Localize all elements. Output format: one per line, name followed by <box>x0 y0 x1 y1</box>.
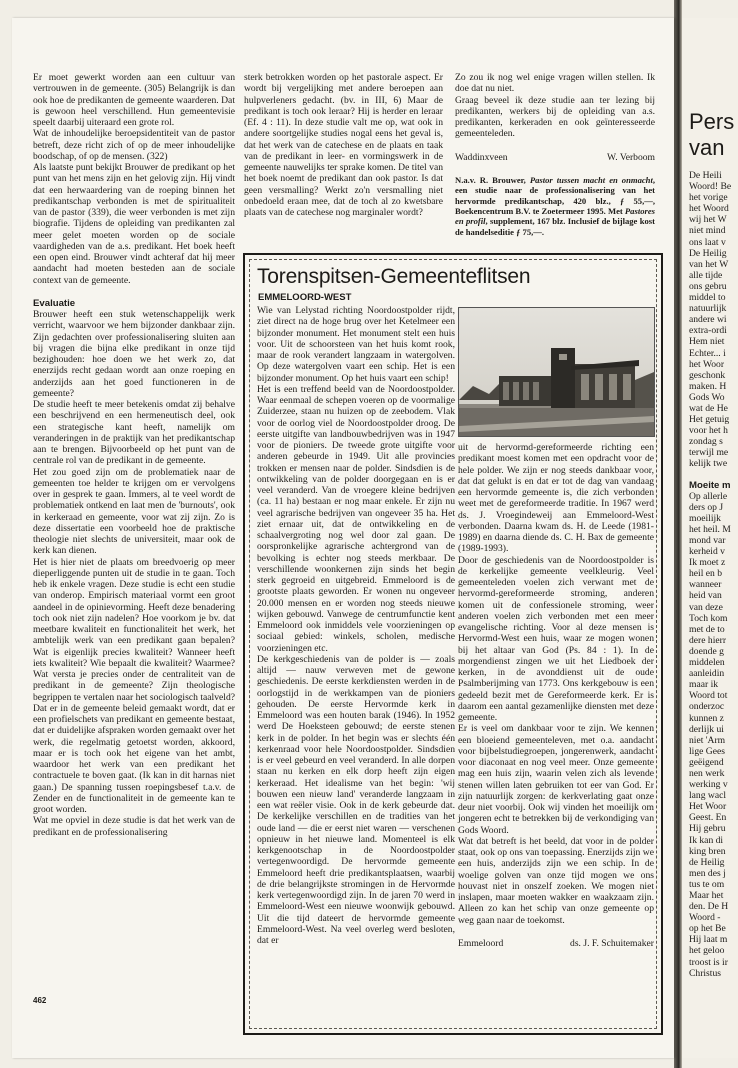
adjacent-page-line: men des j <box>689 867 726 879</box>
adjacent-page-line: Woord - <box>689 912 721 924</box>
adjacent-page-line: Hem niet <box>689 336 725 348</box>
adjacent-page-line: op het Be <box>689 923 726 935</box>
adjacent-page-line: het vorige <box>689 192 728 204</box>
credit-supplement-title: Pastores en profil <box>455 205 655 227</box>
adjacent-page-line: Ik moet z <box>689 557 726 569</box>
adjacent-page-line: nen werk <box>689 767 725 779</box>
paragraph: uit de hervormd-gereformeerde richting een predikant moest komen met een opdracht voor de hele polder. We zijn er nog steeds dankbaar voor, dat dat gelukt is en dat er tot de dag van vandaag een hervormde gemeente is, die zich verbonden weet met de gereformeerde traditie. In 1967 werd ds. J. Vroegindeweij aan Emmeloord-West verbonden. Daarna kwam ds. H. de Leede (1981-1989) en daarna diende ds. C. H. Bax de gemeente (1989-1993). <box>458 442 654 555</box>
paragraph: De studie heeft te meer betekenis omdat zij behalve een beschrijvend en een hermeneutisch deel, ook een strategische kant heeft, namelijk om veranderingen in de praktijk van het predikantschap aan te brengen. Bijvoorbeeld op het punt van de centrale rol van de predikant in de gemeente. <box>33 399 235 467</box>
adjacent-page-line: moeilijk <box>689 512 721 524</box>
adjacent-page-line: Ik kan di <box>689 834 724 846</box>
adjacent-page-line: Gods Wo <box>689 391 725 403</box>
adjacent-page-line: Echter... i <box>689 347 726 359</box>
paragraph: Het zou goed zijn om de problematiek naar de gemeenten toe helder te krijgen om er vervolgens over in gesprek te gaan. Immers, al te veel wordt de problematiek ontkend en laat men de 'burnouts', ook in kerkeraad en gemeente, voor wat zij zijn. Zo is deze dissertatie een voorbeeld hoe de praktische theologie niet slechts de universiteit, maar ook de kerk kan dienen. <box>33 466 235 557</box>
adjacent-page-line: onderzoc <box>689 701 725 713</box>
credit-lead: N.a.v. R. Brouwer, <box>455 174 530 185</box>
adjacent-page-line: lang wacl <box>689 790 727 802</box>
adjacent-page-line: kelijk twe <box>689 458 728 470</box>
adjacent-page-line: doende g <box>689 645 724 657</box>
section-heading-evaluatie: Evaluatie <box>33 297 76 309</box>
adjacent-page-line: Woord! Be <box>689 181 732 193</box>
signature-place: Emmeloord <box>458 937 504 949</box>
paragraph: Brouwer heeft een stuk wetenschappelijk werk verricht, waarvoor we hem bijzonder dankbaar zijn. Zijn gedachten over professionalisering sluiten aan bij vragen die bijna elke predikant in onze tijd bezighouden: hoe doen we het werk zo, dat enerzijds recht gedaan wordt aan onze roeping en anderzijds aan het goed functioneren in de gemeente? <box>33 309 235 399</box>
adjacent-page-line: terwijl me <box>689 447 729 459</box>
article-column-2 <box>244 72 443 218</box>
adjacent-page-line: geëigend <box>689 756 724 768</box>
adjacent-page-line: Woord tot <box>689 690 728 702</box>
signature-place: Waddinxveen <box>455 151 508 163</box>
adjacent-page-line: Hij gebru <box>689 823 726 835</box>
paragraph: sterk betrokken worden op het pastorale aspect. Er wordt bij vergelijking met andere beroepen aan hulpverleners gedacht. (bv. in III, 6) Maar de predikant is toch ook leraar? Hij is herder en leraar (Ef. 4 : 11). In deze studie valt me op, wat ook in andere soortgelijke studies nogal eens het geval is, dat het werk van de catechese en de plaats en taak van de predikant in leer- en vormingswerk in de gemeente nauwelijks ter sprake komen. De titel van het boek noemt de predikant dan ook pastor. Is dat geen versmalling? Werkt zo'n versmalling niet onbedoeld eraan mee, dat de toch al zo kwetsbare plaats van de catechese nog marginaler wordt? <box>244 72 443 218</box>
adjacent-page-line: Christus <box>689 967 721 979</box>
article-column-3 <box>455 72 655 237</box>
adjacent-page-line: de Heilig <box>689 856 725 868</box>
adjacent-page-line: ders op J <box>689 501 724 513</box>
adjacent-page-line: Geest. En <box>689 812 727 824</box>
adjacent-page-line: het heil. M <box>689 523 731 535</box>
adjacent-page-line: andere wi <box>689 314 727 326</box>
credit-details: , een studie naar de professionalisering van het hervormde predikantschap, 420 blz., ƒ 55,—, Boekencentrum B.V. te Zoetermeer 1995. Met <box>455 174 655 216</box>
paragraph: Het is een treffend beeld van de Noordoostpolder. Waar eenmaal de schepen voeren op de voormalige Zuiderzee, staan nu huizen op de zeebodem. Vlak voor de oorlog viel de Noordoostpolder droog. De eerste uitgifte van landbouwbedrijven was in 1947 voor de pioniers. De tweede grote uitgifte voor anderen gebeurde in 1949. Uit alle provincies trokken er mensen naar de polder. Sindsdien is de ontwikkeling van de polder doorgegaan en is er veel veranderd. Van de vroegere kleine bedrijven (ca. 11 ha) bestaan er nog maar enkele. Er zijn nu veel agrarische bedrijven van ongeveer 35 ha. Het ziet ernaar uit, dat de ontwikkeling en de schaalvergroting nog wel door zal gaan. De oorspronkelijke agrarische achtergrond van de bevolking is echter nog steeds merkbaar. De verschillende woonkernen zijn sinds het begin sterk gegroeid en uitgebreid. Emmeloord is de grootste plaats geworden. Er wonen nu ongeveer 20.000 mensen en er worden nog steeds nieuwe wijken gebouwd. Vanwege de centrumfunctie kent Emmeloord ook inmiddels vele voorzieningen op sociaal gebied: winkels, scholen, medische voorzieningen etc. <box>257 383 455 654</box>
paragraph: De kerkgeschiedenis van de polder is — zoals altijd — nauw verweven met de gewone geschiedenis. De eerste kerkdiensten werden in de oorlogstijd in de werkkampen van de pioniers gehouden. De eerste Hervormde kerk in Emmeloord was een houten barak (1946). In 1952 werd De Hoeksteen gebouwd; de eerste stenen kerk in de polder. In het begin was er slechts één kerkenraad voor hele Noordoostpolder. Sindsdien is er veel gebeurd en veel veranderd. In alle dorpen staan nu kerken en elk dorp heeft zijn eigen kerkeraad. Het idealisme van het begin: 'wij bouwen een nieuw land' veranderde langzaam in een wat reëler visie. Ook in de kerk gebeurde dat. De kerkelijke verschillen en de tradities van het oude land — die er eerst niet waren — verschenen opnieuw in het nieuwe land. Momenteel is elk kerkgenootschap in de Noordoostpolder vertegenwoordigd. De hervormde gemeente Emmeloord heeft drie predikantsplaatsen, waarbij de drie belangrijkste stromingen in de Hervormde kerk vertegenwoordigd zijn. In de jaren 70 werd in Emmeloord-West een nieuwe woonwijk gebouwd. Uit die tijd dateert de hervormde gemeente Emmeloord-West. Na veel overleg werd besloten, dat er <box>257 653 455 946</box>
adjacent-page-line: ons laat v <box>689 236 726 248</box>
paragraph: Wat dat betreft is het beeld, dat voor in de polder staat, ook op ons van toepassing. Enerzijds zijn we een huis, anderzijds zijn we een schip. In de woelige golven van onze tijd mogen we ons houvast niet in onszelf zoeken. We mogen niet inslapen, maar moeten wakker en waakzaam zijn. Alleen zo kan het schip van onze gemeente op weg gaan naar de toekomst. <box>458 835 654 926</box>
adjacent-page-line: den. De H <box>689 901 729 913</box>
adjacent-page-title-1: Pers <box>689 109 735 134</box>
adjacent-page-line: met de to <box>689 623 725 635</box>
article-signature <box>455 152 655 163</box>
adjacent-page-line: niet mind <box>689 225 726 237</box>
adjacent-page-line: kerheid v <box>689 546 725 558</box>
adjacent-page-line: van het W <box>689 258 729 270</box>
paragraph: Wie van Lelystad richting Noordoostpolder rijdt, ziet direct na de hoge brug over het Ketelmeer een bijzonder monument. Het monument stelt een huis voor. Uit de schoorsteen van het huis komt rook, maar de rook verandert langzaam in watergolven. Op deze watergolven vaart een schip. Het is een bijzonder monument. Op het huis vaart een schip! <box>257 305 455 384</box>
adjacent-page-line: extra-ordi <box>689 325 727 337</box>
adjacent-page-line: De Heili <box>689 170 722 181</box>
signature-author: W. Verboom <box>607 151 655 163</box>
adjacent-page-line: het Woor <box>689 358 725 370</box>
adjacent-page-text <box>689 170 738 979</box>
adjacent-page-line: king bren <box>689 845 726 857</box>
adjacent-page-line: middelen <box>689 657 725 669</box>
page-gutter <box>674 0 682 1068</box>
paragraph: Als laatste punt bekijkt Brouwer de predikant op het punt van het mens zijn en het gelovig zijn. Hij vindt dat een herwaardering van de roeping binnen het predikantschap verbonden is met de spiritualiteit van de pastor (339), die weer verbonden is met zijn biografie. Tijdens de opleiding van predikanten zal meer gelet moeten worden op de sociale vaardigheden van de a.s. predikant. Het boek heeft een open eind. Brouwer vindt achteraf dat hij meer aandacht had moeten besteden aan de sociale context van de gemeente. <box>33 162 235 286</box>
book-credit <box>455 175 655 237</box>
adjacent-page-line: Hij laat m <box>689 934 728 946</box>
adjacent-page-line: wanneer <box>689 579 722 591</box>
adjacent-page-title-2: van <box>689 135 725 160</box>
adjacent-page <box>682 18 738 1058</box>
adjacent-page-line: kunnen z <box>689 712 724 724</box>
adjacent-page-line: ons gebru <box>689 280 727 292</box>
adjacent-page-line: het Woord <box>689 203 729 215</box>
adjacent-page-line: lige Gees <box>689 745 725 757</box>
adjacent-page-line: mond var <box>689 535 726 546</box>
box-signature <box>458 938 654 949</box>
adjacent-page-line: Maar het <box>689 890 724 901</box>
adjacent-page-line: geschonk <box>689 369 726 381</box>
adjacent-page-line: heil en b <box>689 568 723 580</box>
adjacent-page-line: tus te om <box>689 878 725 890</box>
adjacent-page-line: maken. H <box>689 380 727 392</box>
paragraph: Er is veel om dankbaar voor te zijn. We kennen een bloeiend gemeenteleven, met o.a. aandacht voor bijbelstudiegroepen, jongerenwerk, aandacht voor diaconaat en nog veel meer. Onze gemeente mag een huis zijn, waarin velen zich als levende stenen willen laten gebruiken tot eer van God. Er zijn natuurlijk zorgen: de kerkverlating gaat onze deur niet voorbij. Ook wij vinden het moeilijk om jongeren echt te betrekken bij de verkondiging van Gods Woord. <box>458 723 654 836</box>
paragraph: Graag beveel ik deze studie aan ter lezing bij predikanten, werkers bij de opleiding van a.s. predikanten, kerkeraden en ook geïnteresseerde gemeenteleden. <box>455 94 655 140</box>
box-column-1 <box>257 305 455 946</box>
adjacent-page-line: werking v <box>689 779 728 791</box>
adjacent-page-line: Het Woor <box>689 801 727 813</box>
church-building-image <box>459 308 654 436</box>
adjacent-page-line: Toch kom <box>689 612 728 624</box>
adjacent-page-line: het geloo <box>689 945 725 957</box>
adjacent-page-line: De Heilig <box>689 247 727 259</box>
adjacent-page-line: dere hierr <box>689 634 727 646</box>
adjacent-page-line: voor het h <box>689 425 728 437</box>
box-column-2 <box>458 442 654 949</box>
adjacent-page-line: maar ik <box>689 679 719 691</box>
adjacent-page-line: niet 'Arm <box>689 734 726 746</box>
adjacent-page-line: aanleidin <box>689 668 725 680</box>
paragraph: Zo zou ik nog wel enige vragen willen stellen. Ik doe dat nu niet. <box>455 72 655 95</box>
adjacent-page-line: natuurlijk <box>689 303 727 315</box>
church-photo <box>458 307 655 437</box>
adjacent-page-line: middel to <box>689 292 726 304</box>
adjacent-page-line: Op allerle <box>689 490 728 502</box>
adjacent-page-line: heid van <box>689 590 722 602</box>
adjacent-page-line: derlijk ui <box>689 723 724 735</box>
paragraph: Wat de inhoudelijke beroepsidentiteit van de pastor betreft, deze richt zich of op de meer inhoudelijke boodschap, of op de mensen. (322) <box>33 128 235 162</box>
paragraph: Door de geschiedenis van de Noordoostpolder is de kerkelijke gemeente veelkleurig. Veel gemeenteleden voelen zich verwant met de hervormd-gereformeerde stroming, anderen komen uit de confessionele stroming, weer anderen voelen zich verbonden met een meer evangelische richting. Voor al deze mensen is Hervormd-West een huis, waar ze mogen wonen bij het altaar van God (Ps. 84 : 1). In de morgendienst zingen we uit het Liedboek der kerken, in de avonddienst uit de oude Psalmberijming van 1773. Ons kerkgebouw is een gedeeld bezit met de Gereformeerde kerk. Er is daarom een aantal gezamenlijke diensten met deze gemeente. <box>458 554 654 723</box>
adjacent-page-line: zondag s <box>689 436 723 448</box>
page-number: 462 <box>33 996 47 1005</box>
paragraph: Er moet gewerkt worden aan een cultuur van vertrouwen in de gemeente. (305) Belangrijk is dan ook hoe de predikanten de gemeente waarderen. Dat is gewoon heel verschillend. Hun gemeentevisie speelt daarbij uiteraard een grote rol. <box>33 72 235 128</box>
adjacent-page-line: van deze <box>689 601 723 613</box>
credit-price: , supplement, 167 blz. Inclusief de bijlage kost de handelseditie ƒ 75,—. <box>455 216 655 237</box>
paragraph: Wat me opviel in deze studie is dat het werk van de predikant en de professionalisering <box>33 815 235 838</box>
paragraph: Het is hier niet de plaats om breedvoerig op meer dieperliggende punten uit de studie in te gaan. Toch heb ik enkele vragen. Deze studie is echt een studie van onderop. Empirisch materiaal vormt een groot aandeel in de opinievorming. Heeft deze benadering toch ook niet zijn nadelen? Hoe voorkom je bv. dat meetbare kwaliteit en functionaliteit het werk, het ambtelijk werk van een predikant gaan bepalen? Wat is eigenlijk precies kwaliteit? Wanneer heeft iets kwaliteit? Wie bepaalt die kwaliteit? Waarmee? Wat versta je precies onder de centraliteit van de predikant in de gemeente? Zijn theologische begrippen te vertalen naar het sociologisch taalveld? Dat er in de gemeente beleid gemaakt wordt, dat er een profielschets van predikant en gemeente bestaat, dat er duidelijke afspraken worden gemaakt over het werk, die regelmatig getoetst worden, akkoord, maar er is toch ook het eigene van het ambt, waardoor het werk van een predikant het contractuele te boven gaat. (Ik kan in dit harnas niet gaan.) De spanning tussen roepingsbesef t.a.v. de Zender en de functionaliteit in de gemeente kan te groot worden. <box>33 556 235 815</box>
credit-book-title: Pastor tussen macht en onmacht <box>529 174 653 185</box>
article-column-1 <box>33 72 235 838</box>
box-subtitle: EMMELOORD-WEST <box>258 292 352 303</box>
adjacent-page-line: troost is ir <box>689 956 728 968</box>
torenspitsen-box <box>243 253 663 1035</box>
adjacent-page-heading: Moeite m <box>689 479 731 491</box>
adjacent-page-line: Het getuig <box>689 414 730 426</box>
signature-author: ds. J. F. Schuitemaker <box>570 937 654 949</box>
box-title: Torenspitsen-Gemeenteflitsen <box>257 265 531 288</box>
adjacent-page-line: alle tijde <box>689 269 723 281</box>
adjacent-page-line: wij het W <box>689 214 727 226</box>
adjacent-page-line: wat de He <box>689 402 728 414</box>
